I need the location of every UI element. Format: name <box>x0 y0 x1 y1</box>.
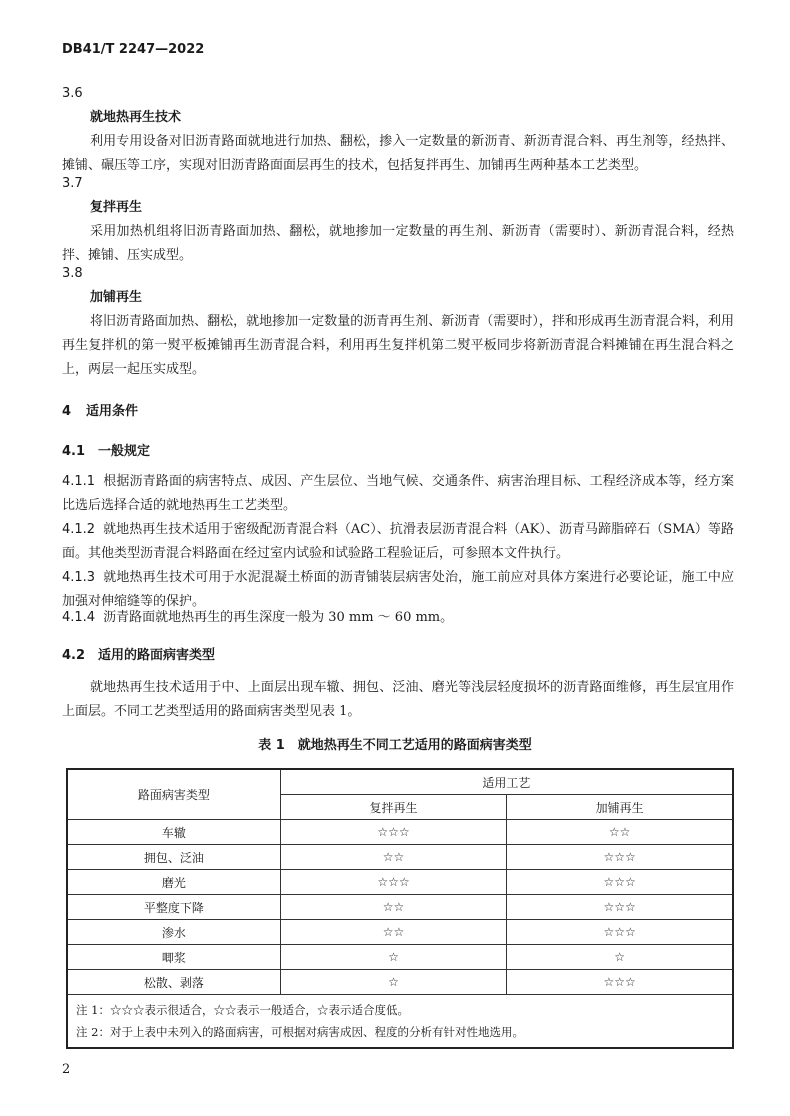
section-number: 3.7 <box>62 176 83 191</box>
rating-jiapu: ☆☆ <box>507 820 733 845</box>
term-title: 复拌再生 <box>90 200 143 215</box>
term-title: 就地热再生技术 <box>90 110 182 125</box>
table-row <box>67 920 733 945</box>
chapter-title: 适用条件 <box>86 404 139 419</box>
rating-jiapu: ☆☆☆ <box>507 970 733 995</box>
section-paragraph: 就地热再生技术适用于中、上面层出现车辙、拥包、泛油、磨光等浅层轻度损坏的沥青路面维修，再生层宜用作上面层。不同工艺类型适用的路面病害类型见表 1。 <box>62 680 734 719</box>
section-3-8 <box>62 262 734 382</box>
term-definition: 利用专用设备对旧沥青路面就地进行加热、翻松，掺入一定数量的新沥青、新沥青混合料、再生剂等，经热拌、摊铺、碾压等工序，实现对旧沥青路面面层再生的技术，包括复拌再生、加铺再生两种基本工艺类型。 <box>62 134 734 173</box>
rating-jiapu: ☆☆☆ <box>507 845 733 870</box>
table-row <box>67 820 733 845</box>
section-number: 3.8 <box>62 266 83 281</box>
clause-number: 4.1.3 <box>62 570 96 585</box>
table-row <box>67 970 733 995</box>
chapter-number: 4 <box>62 404 72 419</box>
page-number: 2 <box>62 1062 71 1077</box>
table-row <box>67 945 733 970</box>
sub-header-jiapu: 加铺再生 <box>507 795 733 820</box>
disease-type: 拥包、泛油 <box>67 845 280 870</box>
rating-jiapu: ☆☆☆ <box>507 920 733 945</box>
rating-jiapu: ☆☆☆ <box>507 895 733 920</box>
clause-number: 4.1.1 <box>62 474 96 489</box>
disease-type-table <box>66 768 734 1049</box>
rating-fuban: ☆☆ <box>280 845 506 870</box>
clause-text: 就地热再生技术适用于密级配沥青混合料（AC）、抗滑表层沥青混合料（AK）、沥青马蹄脂碎石（SMA）等路面。其他类型沥青混合料路面在经过室内试验和试验路工程验证后，可参照本文件执行。 <box>62 522 734 561</box>
group-header-process: 适用工艺 <box>280 769 733 795</box>
rating-jiapu: ☆ <box>507 945 733 970</box>
section-3-6 <box>62 82 734 178</box>
disease-type: 平整度下降 <box>67 895 280 920</box>
section-4-2-body <box>62 676 734 724</box>
clause-text: 根据沥青路面的病害特点、成因、产生层位、当地气候、交通条件、病害治理目标、工程经济成本等，经方案比选后选择合适的就地热再生工艺类型。 <box>62 474 734 513</box>
section-heading-4-2 <box>62 644 215 663</box>
section-title: 适用的路面病害类型 <box>98 648 216 663</box>
rating-jiapu: ☆☆☆ <box>507 870 733 895</box>
table-row <box>67 845 733 870</box>
table-caption: 表 1 就地热再生不同工艺适用的路面病害类型 <box>258 738 532 753</box>
disease-type: 渗水 <box>67 920 280 945</box>
col-header-disease: 路面病害类型 <box>67 769 280 820</box>
term-definition: 将旧沥青路面加热、翻松，就地掺加一定数量的沥青再生剂、新沥青（需要时），拌和形成再生沥青混合料，利用再生复拌机的第一熨平板摊铺再生沥青混合料，利用再生复拌机第二熨平板同步将新沥青混合料摊铺在再生混合料之上，两层一起压实成型。 <box>62 314 734 377</box>
table-row <box>67 895 733 920</box>
document-id: DB41/T 2247—2022 <box>62 42 205 57</box>
disease-type: 唧浆 <box>67 945 280 970</box>
clause-number: 4.1.4 <box>62 610 96 625</box>
disease-type: 车辙 <box>67 820 280 845</box>
chapter-heading <box>62 400 138 419</box>
term-title: 加铺再生 <box>90 290 143 305</box>
term-definition: 采用加热机组将旧沥青路面加热、翻松，就地掺加一定数量的再生剂、新沥青（需要时）、新沥青混合料，经热拌、摊铺、压实成型。 <box>62 224 734 263</box>
section-number: 4.1 <box>62 444 86 459</box>
rating-fuban: ☆☆☆ <box>280 820 506 845</box>
clause-4-1-1 <box>62 470 734 518</box>
sub-header-fuban: 复拌再生 <box>280 795 506 820</box>
disease-type: 磨光 <box>67 870 280 895</box>
rating-fuban: ☆☆ <box>280 895 506 920</box>
disease-type: 松散、剥落 <box>67 970 280 995</box>
clause-4-1-2 <box>62 518 734 566</box>
section-title: 一般规定 <box>98 444 151 459</box>
rating-fuban: ☆ <box>280 945 506 970</box>
section-3-7 <box>62 172 734 268</box>
table-notes <box>67 995 733 1049</box>
section-number: 3.6 <box>62 86 83 101</box>
rating-fuban: ☆ <box>280 970 506 995</box>
clause-text: 沥青路面就地热再生的再生深度一般为 30 mm ～ 60 mm。 <box>103 610 454 625</box>
table-row <box>67 870 733 895</box>
clause-4-1-4 <box>62 606 734 630</box>
section-number: 4.2 <box>62 648 86 663</box>
rating-fuban: ☆☆☆ <box>280 870 506 895</box>
table-note-1: 注 1：☆☆☆表示很适合，☆☆表示一般适合，☆表示适合度低。 <box>76 1003 409 1017</box>
rating-fuban: ☆☆ <box>280 920 506 945</box>
clause-number: 4.1.2 <box>62 522 96 537</box>
clause-text: 就地热再生技术可用于水泥混凝土桥面的沥青铺装层病害处治，施工前应对具体方案进行必要论证，施工中应加强对伸缩缝等的保护。 <box>62 570 734 609</box>
table-note-2: 注 2：对于上表中未列入的路面病害，可根据对病害成因、程度的分析有针对性地选用。 <box>76 1025 524 1039</box>
section-heading-4-1 <box>62 440 150 459</box>
